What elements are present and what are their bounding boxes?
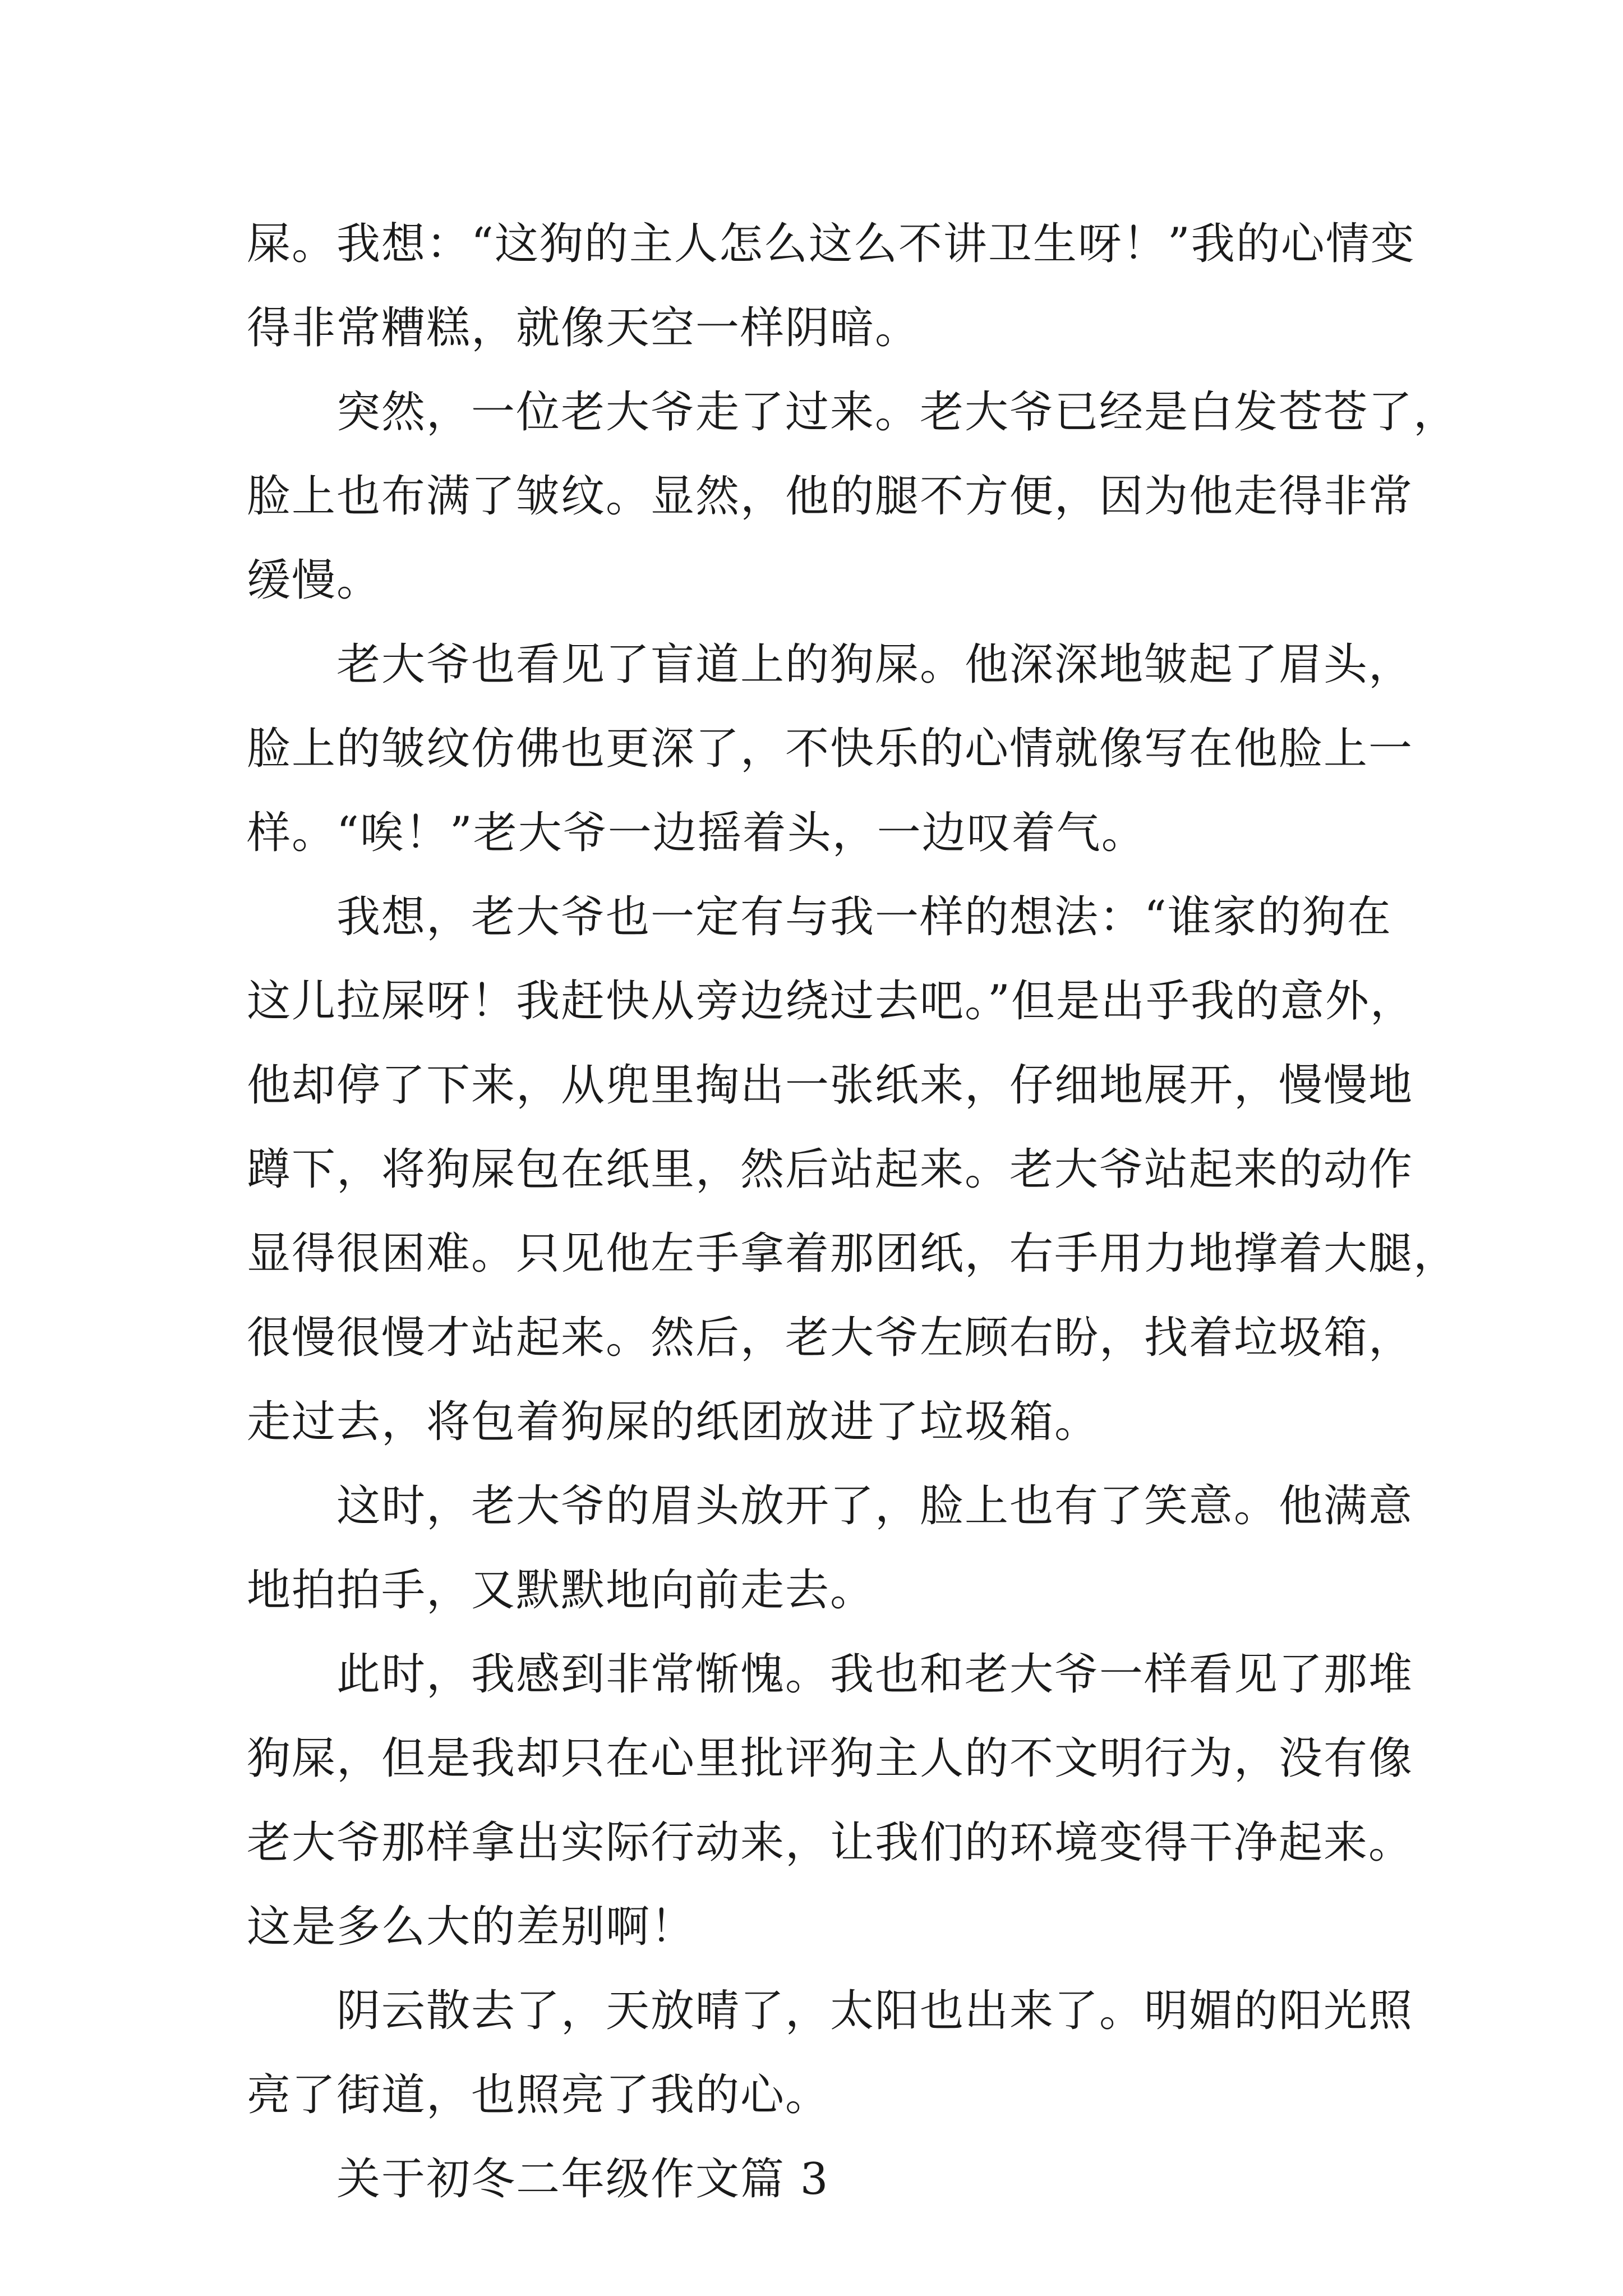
text-line: 显得很困难。只见他左手拿着那团纸，右手用力地撑着大腿， (247, 1228, 1459, 1279)
text-line: 老大爷也看见了盲道上的狗屎。他深深地皱起了眉头， (336, 639, 1414, 690)
text-line: 这是多么大的差别啊！ (247, 1902, 696, 1952)
text-line: 这儿拉屎呀！我赶快从旁边绕过去吧。”但是出乎我的意外， (247, 976, 1415, 1027)
text-line: 他却停了下来，从兜里掏出一张纸来，仔细地展开，慢慢地 (247, 1060, 1414, 1111)
text-line: 走过去，将包着狗屎的纸团放进了垃圾箱。 (247, 1397, 1100, 1447)
paragraph-p6 (247, 1632, 1414, 1969)
text-line: 此时，我感到非常惭愧。我也和老大爷一样看见了那堆 (336, 1649, 1414, 1700)
text-line: 脸上的皱纹仿佛也更深了，不快乐的心情就像写在他脸上一 (247, 724, 1414, 774)
text-line: 屎。我想：“这狗的主人怎么这么不讲卫生呀！”我的心情变 (247, 219, 1415, 269)
text-line: 蹲下，将狗屎包在纸里，然后站起来。老大爷站起来的动作 (247, 1144, 1414, 1195)
paragraph-p1 (247, 202, 1415, 370)
paragraph-p4 (247, 875, 1459, 1464)
text-line: 狗屎，但是我却只在心里批评狗主人的不文明行为，没有像 (247, 1733, 1414, 1784)
text-line: 突然，一位老大爷走了过来。老大爷已经是白发苍苍了， (336, 387, 1459, 438)
text-line: 样。“唉！”老大爷一边摇着头，一边叹着气。 (247, 808, 1146, 858)
paragraph-p3 (247, 623, 1414, 875)
text-line: 缓慢。 (247, 555, 382, 606)
text-line: 很慢很慢才站起来。然后，老大爷左顾右盼，找着垃圾箱， (247, 1313, 1414, 1363)
essay-body (247, 202, 1459, 2221)
text-line: 我想，老大爷也一定有与我一样的想法：“谁家的狗在 (336, 892, 1392, 942)
paragraph-p5 (247, 1464, 1414, 1632)
text-line: 得非常糟糕，就像天空一样阴暗。 (247, 303, 920, 353)
text-line: 亮了街道，也照亮了我的心。 (247, 2070, 831, 2120)
text-line: 脸上也布满了皱纹。显然，他的腿不方便，因为他走得非常 (247, 471, 1414, 522)
text-line: 阴云散去了，天放晴了，太阳也出来了。明媚的阳光照 (336, 1986, 1414, 2036)
text-line: 这时，老大爷的眉头放开了，脸上也有了笑意。他满意 (336, 1481, 1414, 1531)
text-line: 老大爷那样拿出实际行动来，让我们的环境变得干净起来。 (247, 1818, 1414, 1868)
text-line: 关于初冬二年级作文篇 3 (336, 2154, 829, 2205)
paragraph-p7 (247, 1969, 1414, 2137)
paragraph-p8 (247, 2137, 1385, 2221)
paragraph-p2 (247, 370, 1459, 623)
text-line: 地拍拍手，又默默地向前走去。 (247, 1565, 875, 1616)
